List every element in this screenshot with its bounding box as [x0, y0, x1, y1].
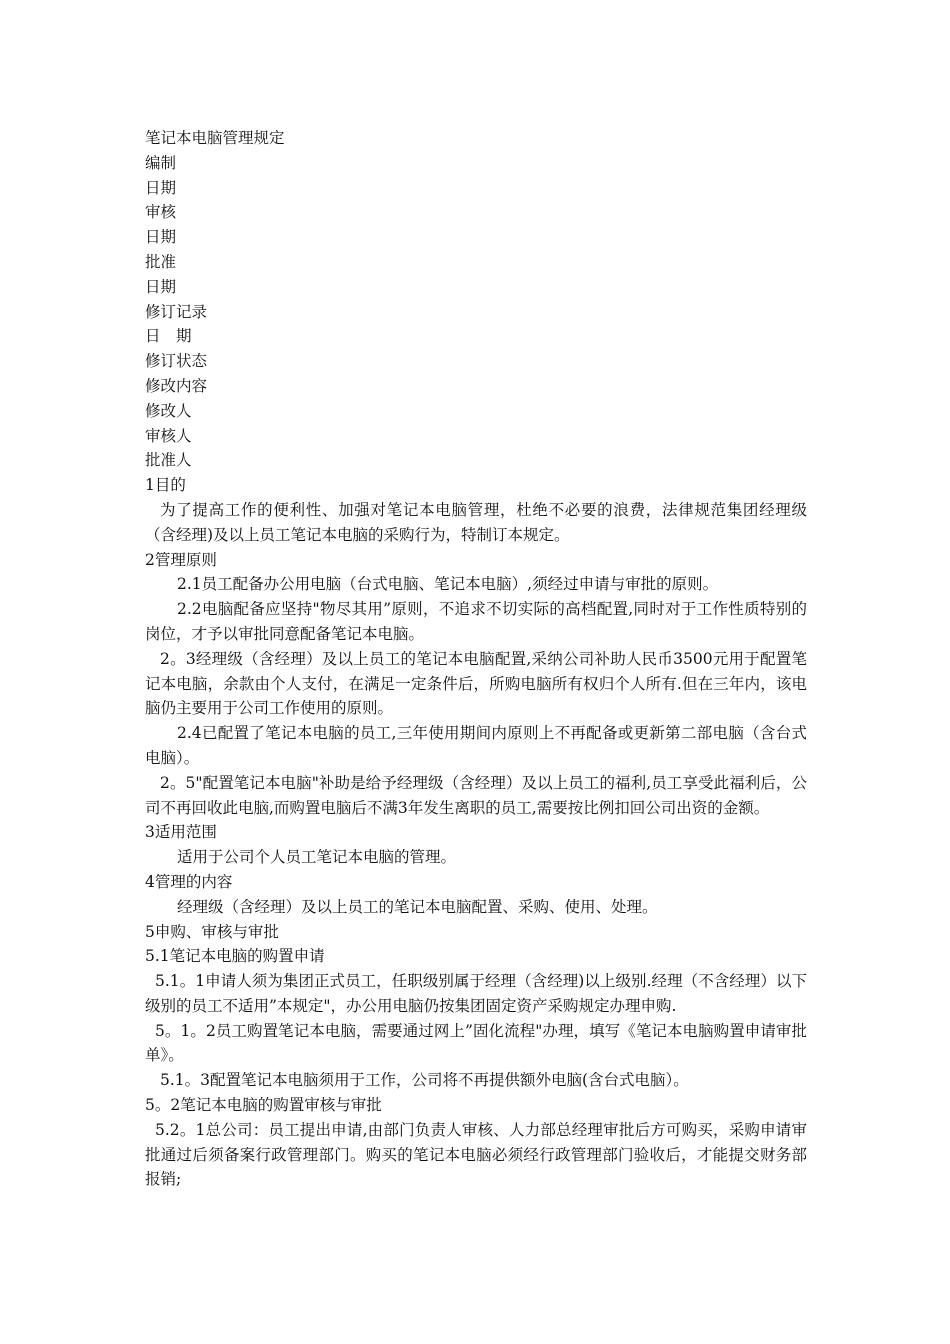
- header-label-compiled: 编制: [145, 153, 177, 172]
- clause-5-1-3: 5.1。3配置笔记本电脑须用于工作，公司将不再提供额外电脑(含台式电脑）。: [160, 1071, 689, 1090]
- header-label-reviewer: 审核人: [145, 426, 192, 445]
- header-label-date: 日期: [145, 277, 177, 296]
- clause-2-5: 2。5"配置笔记本电脑"补助是给予经理级（含经理）及以上员工的福利,员工享受此福利后，公司不再回收此电脑,而购置电脑后不满3年发生离职的员工,需要按比例扣回公司出资的金额。: [145, 773, 807, 817]
- header-label-modifier: 修改人: [145, 401, 192, 420]
- header-label-date: 日期: [145, 228, 177, 247]
- header-label-approve: 批准: [145, 252, 177, 271]
- clause-5-1-2: 5。1。2员工购置笔记本电脑，需要通过网上”固化流程"办理，填写《笔记本电脑购置申请审批单》。: [145, 1021, 807, 1065]
- document-title: 笔记本电脑管理规定: [145, 129, 285, 147]
- header-label-approver: 批准人: [145, 451, 192, 470]
- section-heading-purchase: 5申购、审核与审批: [145, 922, 279, 941]
- header-label-date-spaced: 日 期: [145, 327, 192, 346]
- clause-2-2: 2.2电脑配备应坚持"物尽其用”原则，不追求不切实际的高档配置,同时对于工作性质特别的岗位，才予以审批同意配备笔记本电脑。: [145, 600, 807, 643]
- section-text-scope: 适用于公司个人员工笔记本电脑的管理。: [177, 848, 457, 867]
- clause-2-1: 2.1员工配备办公用电脑（台式电脑、笔记本电脑）,须经过申请与审批的原则。: [177, 575, 719, 594]
- section-text-content: 经理级（含经理）及以上员工的笔记本电脑配置、采购、使用、处理。: [177, 897, 658, 916]
- clause-2-3: 2。3经理级（含经理）及以上员工的笔记本电脑配置,采纳公司补助人民币3500元用于配置笔记本电脑，余款由个人支付，在满足一定条件后，所购电脑所有权归个人所有.但在三年内，该电脑仍主要用于公司工作使用的原则。: [145, 649, 807, 718]
- section-heading-purpose: 1目的: [145, 476, 186, 495]
- subsection-heading-5-1: 5.1笔记本电脑的购置申请: [145, 947, 325, 966]
- header-label-date: 日期: [145, 178, 177, 197]
- section-text-purpose: 为了提高工作的便利性、加强对笔记本电脑管理，杜绝不必要的浪费，法律规范集团经理级（含经理)及以上员工笔记本电脑的采购行为，特制订本规定。: [145, 500, 807, 544]
- section-heading-scope: 3适用范围: [145, 823, 217, 842]
- header-label-revision-record: 修订记录: [145, 302, 208, 321]
- section-heading-principles: 2管理原则: [145, 550, 217, 569]
- clause-5-2-1: 5.2。1总公司：员工提出申请,由部门负责人审核、人力部总经理审批后方可购买，采购申请审批通过后须备案行政管理部门。购买的笔记本电脑必须经行政管理部门验收后，才能提交财务部报销;: [145, 1120, 807, 1189]
- clause-2-4: 2.4已配置了笔记本电脑的员工,三年使用期间内原则上不再配备或更新第二部电脑（含台式电脑）。: [145, 724, 807, 767]
- header-label-revision-status: 修订状态: [145, 352, 208, 371]
- section-heading-content: 4管理的内容: [145, 872, 233, 891]
- header-label-change-content: 修改内容: [145, 376, 208, 395]
- clause-5-1-1: 5.1。1申请人须为集团正式员工，任职级别属于经理（含经理)以上级别.经理（不含经理）以下级别的员工不适用”本规定"，办公用电脑仍按集团固定资产采购规定办理申购.: [145, 972, 807, 1015]
- header-label-review: 审核: [145, 203, 177, 222]
- subsection-heading-5-2: 5。2笔记本电脑的购置审核与审批: [145, 1096, 382, 1115]
- document-body: [145, 126, 807, 1192]
